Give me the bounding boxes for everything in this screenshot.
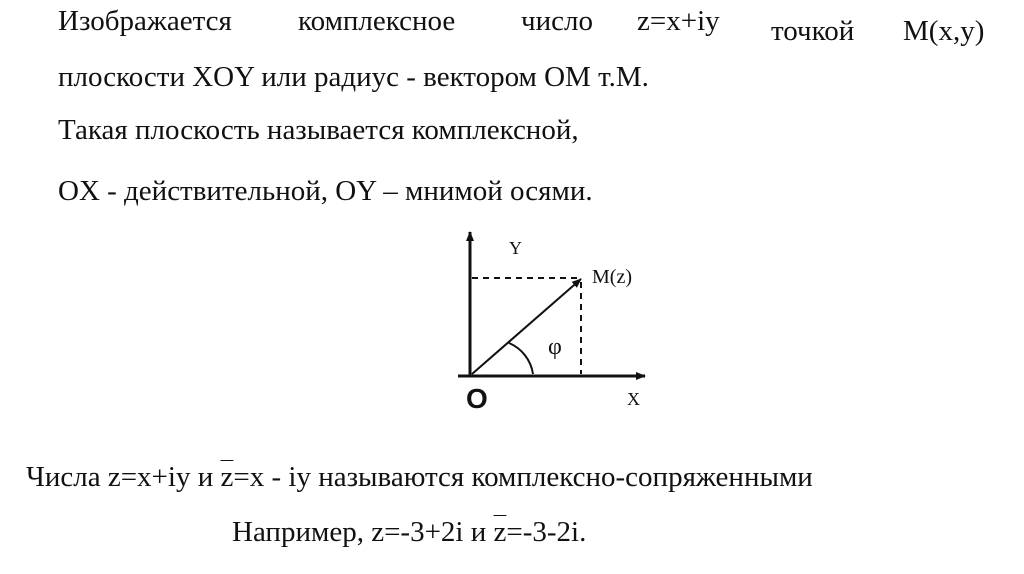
point-label: M(z) — [592, 266, 632, 288]
conjugate-z: $\overline{z}$ — [220, 461, 234, 493]
example-conj-z: $\overline{z}$ — [493, 516, 507, 548]
text-example — [232, 515, 586, 549]
origin-label: O — [466, 383, 488, 414]
example-suffix: =-3-2i. — [506, 516, 587, 548]
word-izobrazhaetsya: Изображается — [58, 5, 232, 37]
example-prefix: Например, z=-3+2i и — [232, 516, 494, 548]
text-conjugate-definition — [26, 460, 813, 494]
word-kompleksnoe: комплексное — [298, 5, 456, 37]
text-line-2: плоскости XOY или радиус - вектором OM т.М. — [58, 61, 649, 93]
word-tochkoy: точкой — [771, 15, 855, 47]
angle-arc — [509, 343, 533, 374]
word-point-m: M(x,y) — [903, 15, 985, 47]
word-z-expression: z=x+iy — [637, 5, 720, 37]
x-axis-label: X — [627, 389, 640, 409]
y-axis-label: Y — [509, 238, 522, 258]
text-line-4: OX - действительной, OY – мнимой осями. — [58, 175, 593, 207]
text-line-3: Такая плоскость называется комплексной, — [58, 114, 579, 146]
angle-label: φ — [548, 334, 562, 360]
conjugate-suffix: =x - iy называются комплексно-сопряженными — [233, 461, 813, 493]
radius-vector — [472, 279, 581, 374]
conjugate-prefix: Числа z=x+iy и — [26, 461, 221, 493]
word-chislo: число — [521, 5, 593, 37]
